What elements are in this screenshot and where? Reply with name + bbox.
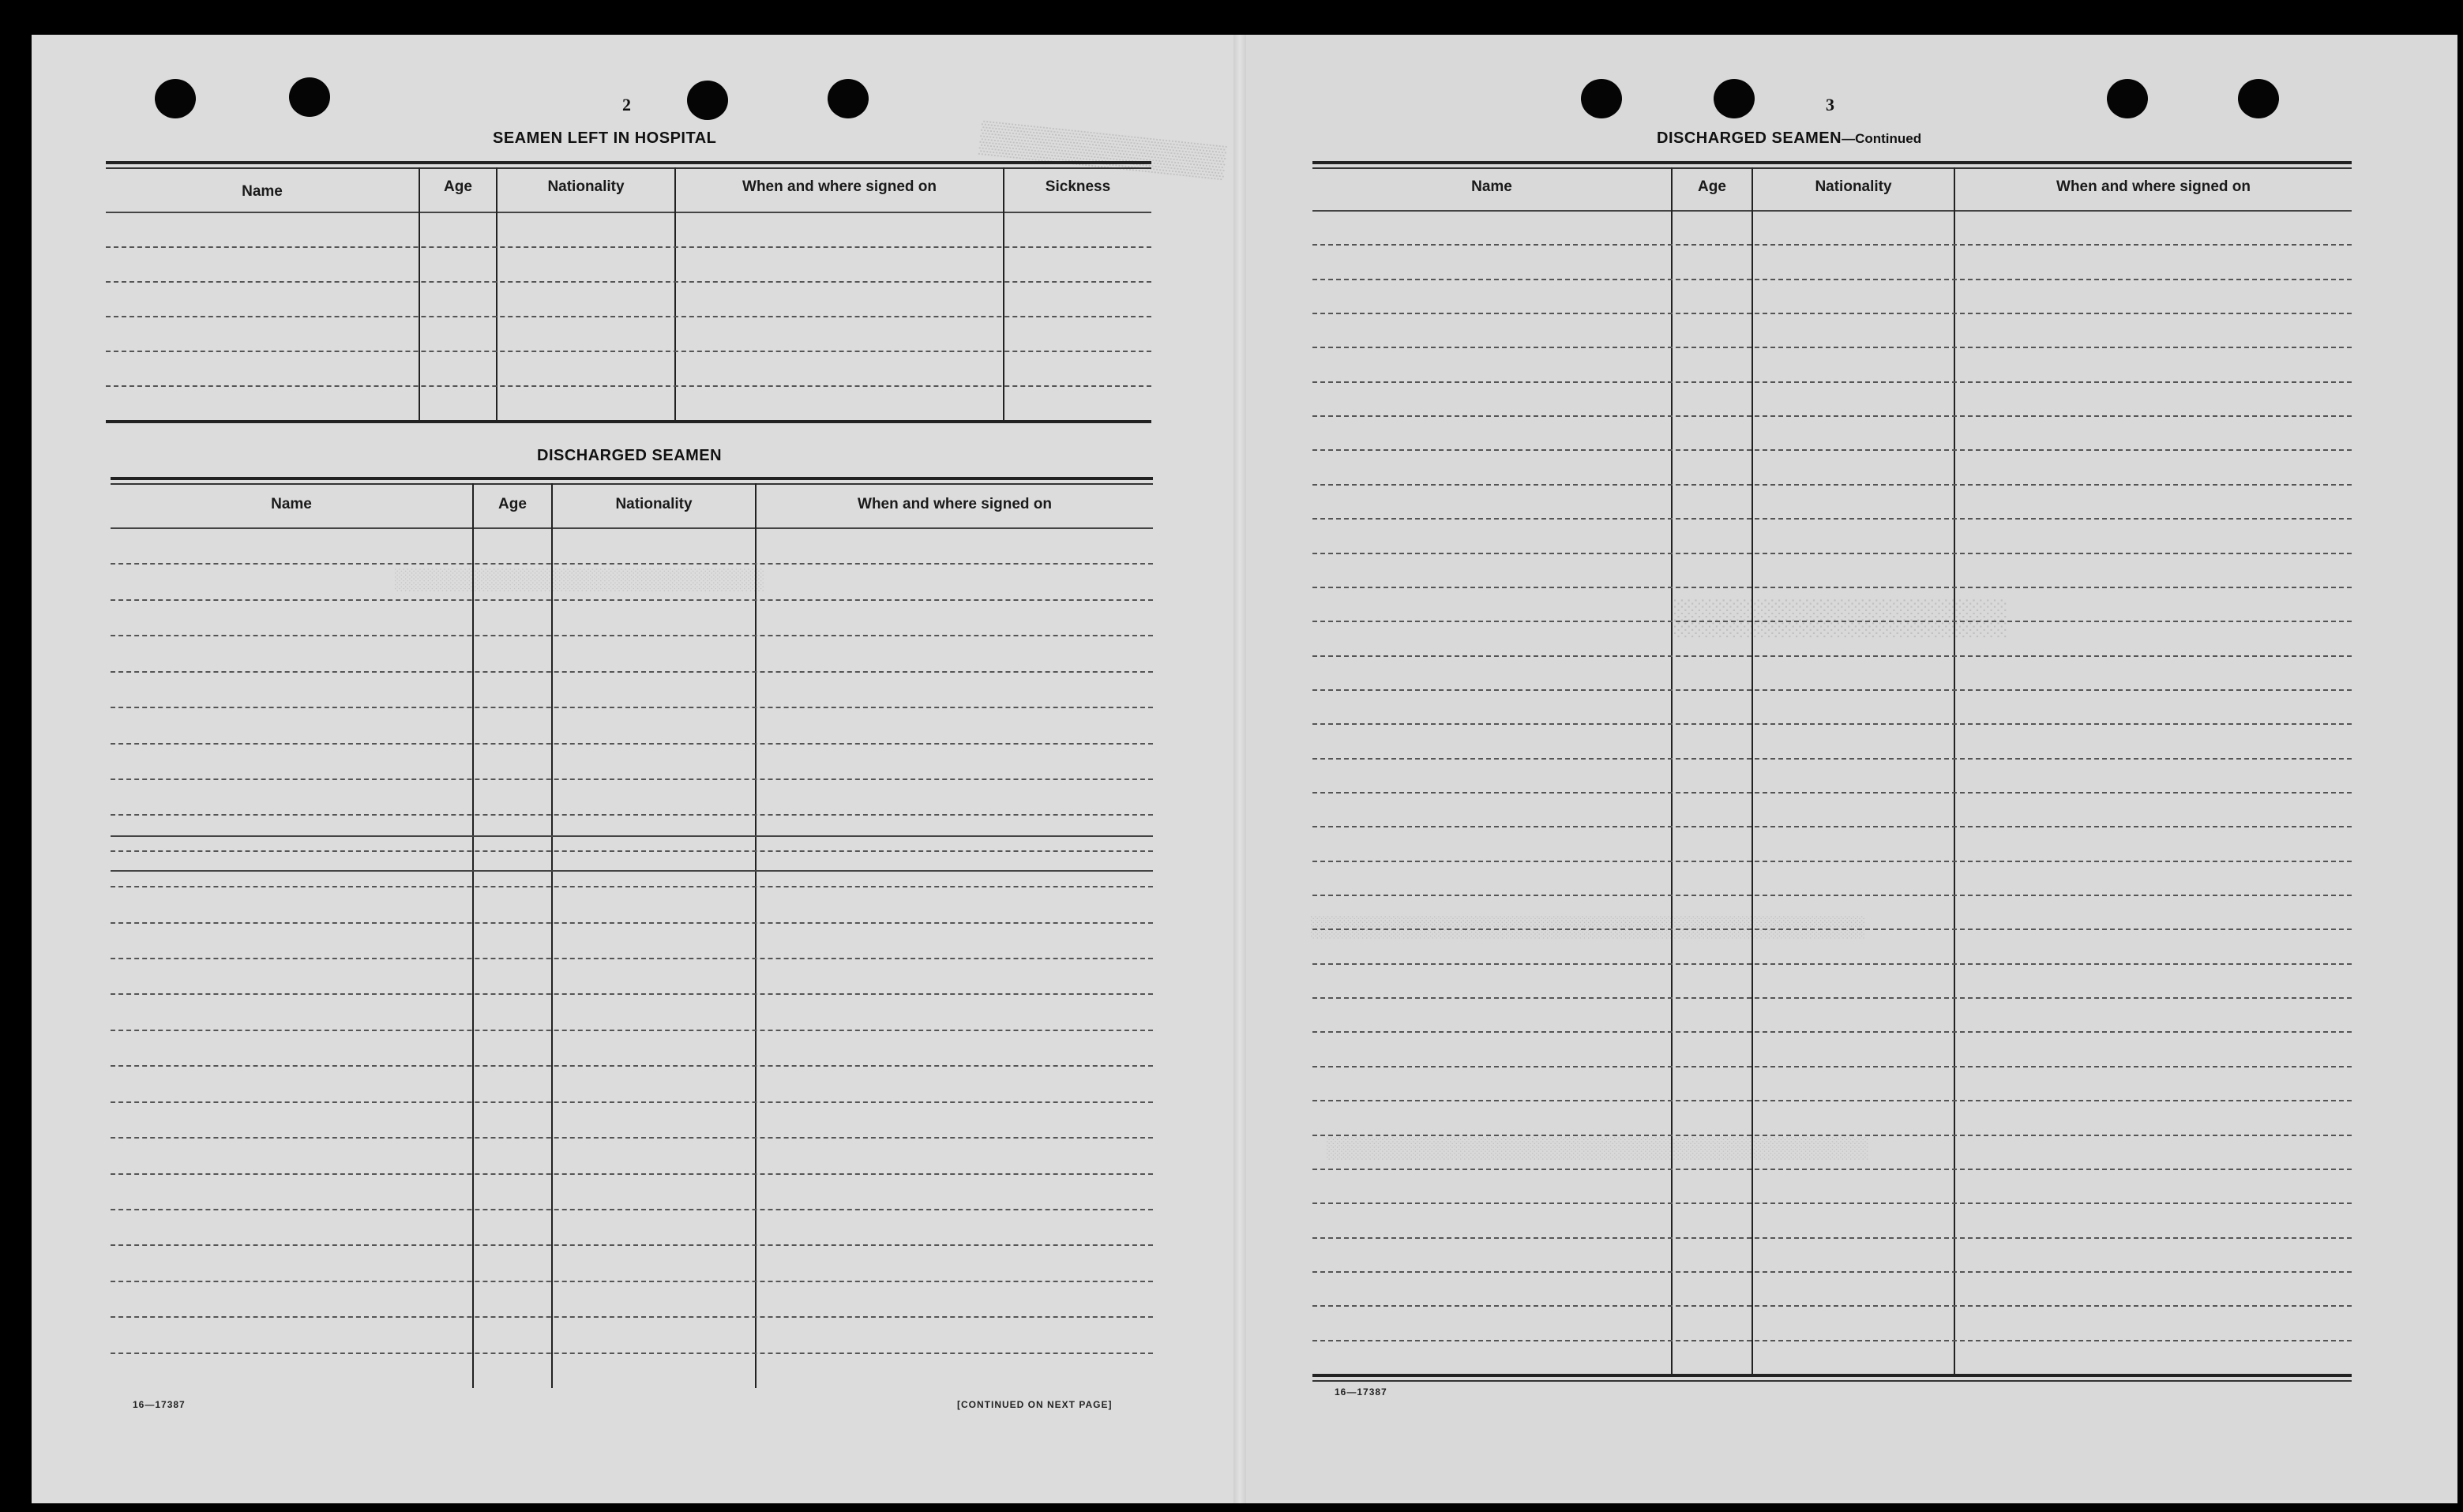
table-row-rule <box>111 870 1153 872</box>
bleed-through-shadow: ░░░░░░░░░░░░░░░░ <box>1674 600 2008 640</box>
title-main: DISCHARGED SEAMEN <box>1657 129 1842 147</box>
punch-hole <box>2107 79 2148 118</box>
table-row <box>1312 279 2352 280</box>
right-top-rule-thin <box>1312 167 2352 169</box>
table-row <box>111 993 1153 995</box>
table-row <box>111 1173 1153 1175</box>
table-row <box>1312 689 2352 691</box>
bleed-through-shadow: ░░░░░░░░░░░░░░░░░░░░░░░░░░░░░░░░░░░░░░░░░░░░░ <box>1311 916 1866 940</box>
right-bottom-rule-thin <box>1312 1380 2352 1382</box>
discharged-section-title: DISCHARGED SEAMEN <box>537 447 723 464</box>
column-header-when-where: When and where signed on <box>858 496 1052 512</box>
punch-hole <box>155 79 196 118</box>
column-header-age: Age <box>498 496 527 512</box>
table-row <box>1312 997 2352 999</box>
table-row <box>111 1244 1153 1246</box>
page-number: 2 <box>622 95 631 114</box>
right-page <box>1237 35 2457 1503</box>
table-row <box>1312 861 2352 862</box>
table-row <box>111 635 1153 636</box>
column-divider <box>472 483 474 1388</box>
table-row <box>1312 587 2352 588</box>
discharged-top-rule-thin <box>111 483 1153 485</box>
title-suffix: —Continued <box>1842 131 1922 146</box>
column-divider <box>1752 167 1753 1375</box>
discharged-continued-title <box>1657 129 1921 148</box>
table-row <box>1312 244 2352 246</box>
table-row <box>111 563 1153 565</box>
hospital-top-rule-thin <box>106 167 1151 169</box>
right-top-rule <box>1312 161 2352 164</box>
table-row <box>1312 723 2352 725</box>
table-row <box>1312 758 2352 760</box>
table-row <box>1312 1271 2352 1273</box>
table-row <box>1312 313 2352 314</box>
discharged-top-rule <box>111 477 1153 480</box>
bleed-through-shadow: ▒▒▒▒▒▒▒▒▒▒▒▒▒ <box>978 121 1227 183</box>
form-number: 16—17387 <box>133 1399 186 1410</box>
table-row <box>1312 484 2352 486</box>
table-row <box>111 958 1153 959</box>
table-row <box>1312 415 2352 417</box>
hospital-header-bottom-rule <box>106 212 1151 213</box>
table-row <box>111 599 1153 601</box>
column-header-when-where: When and where signed on <box>2056 178 2251 195</box>
column-header-name: Name <box>1471 178 1512 195</box>
punch-hole <box>2238 79 2279 118</box>
table-row <box>1312 449 2352 451</box>
hospital-section-title: SEAMEN LEFT IN HOSPITAL <box>493 129 717 147</box>
column-divider <box>1954 167 1955 1375</box>
form-number: 16—17387 <box>1335 1386 1387 1398</box>
table-row <box>1312 1100 2352 1101</box>
table-row <box>1312 621 2352 622</box>
table-row <box>111 1030 1153 1031</box>
table-row <box>106 281 1151 283</box>
table-row <box>111 1316 1153 1318</box>
table-row <box>1312 1305 2352 1307</box>
bleed-through-shadow: ░░░░░░░░░░░░░░░░░░░░░░░░░░░░░░░░░░░░░░░░░░░░ <box>1327 1137 1869 1161</box>
hospital-bottom-rule <box>106 420 1151 423</box>
left-page <box>32 35 1245 1503</box>
table-row <box>111 1065 1153 1067</box>
table-row <box>1312 553 2352 554</box>
table-row <box>1312 895 2352 896</box>
punch-hole <box>289 77 330 117</box>
punch-hole <box>1581 79 1622 118</box>
table-row <box>111 886 1153 887</box>
table-row <box>106 316 1151 317</box>
table-row <box>111 1101 1153 1103</box>
column-divider <box>551 483 553 1388</box>
table-row-rule <box>111 835 1153 837</box>
table-row <box>1312 1202 2352 1204</box>
column-header-name: Name <box>271 496 312 512</box>
continued-note: [CONTINUED ON NEXT PAGE] <box>957 1399 1113 1410</box>
table-row <box>111 1137 1153 1139</box>
table-row <box>111 671 1153 673</box>
punch-hole <box>828 79 869 118</box>
table-row <box>1312 826 2352 827</box>
table-row <box>106 351 1151 352</box>
table-row <box>1312 381 2352 383</box>
page-number: 3 <box>1826 95 1834 114</box>
table-row <box>1312 1031 2352 1033</box>
bleed-through-shadow: ░░░░░░░░░░░░░░░░░░░░░░░░░░░░░░ <box>395 568 765 592</box>
table-row <box>111 1281 1153 1282</box>
column-divider <box>755 483 757 1388</box>
table-row <box>111 814 1153 816</box>
table-row <box>111 1353 1153 1354</box>
table-row <box>111 922 1153 924</box>
table-row <box>111 707 1153 708</box>
column-header-nationality: Nationality <box>615 496 693 512</box>
table-row <box>1312 1066 2352 1067</box>
punch-hole <box>1714 79 1755 118</box>
discharged-header-bottom-rule <box>111 527 1153 529</box>
table-row <box>106 246 1151 248</box>
punch-hole <box>687 81 728 120</box>
column-header-nationality: Nationality <box>547 178 625 195</box>
column-header-name: Name <box>242 183 283 200</box>
table-row <box>111 850 1153 852</box>
column-header-nationality: Nationality <box>1815 178 1892 195</box>
table-row <box>1312 518 2352 520</box>
right-bottom-rule <box>1312 1374 2352 1377</box>
table-row <box>1312 1237 2352 1239</box>
table-row <box>111 1209 1153 1210</box>
column-header-age: Age <box>1698 178 1726 195</box>
table-row <box>1312 655 2352 657</box>
table-row <box>1312 347 2352 348</box>
table-row <box>111 743 1153 745</box>
table-row <box>106 385 1151 387</box>
table-row <box>1312 1169 2352 1170</box>
table-row <box>1312 963 2352 965</box>
column-divider <box>1671 167 1673 1375</box>
page-gutter <box>1233 35 1246 1503</box>
right-header-bottom-rule <box>1312 210 2352 212</box>
table-row <box>111 779 1153 780</box>
table-row <box>1312 1340 2352 1341</box>
column-header-age: Age <box>444 178 472 195</box>
column-header-when-where: When and where signed on <box>742 178 937 195</box>
table-row <box>1312 1135 2352 1136</box>
table-row <box>1312 792 2352 794</box>
hospital-top-rule <box>106 161 1151 164</box>
table-row <box>1312 929 2352 930</box>
column-header-sickness: Sickness <box>1045 178 1111 195</box>
